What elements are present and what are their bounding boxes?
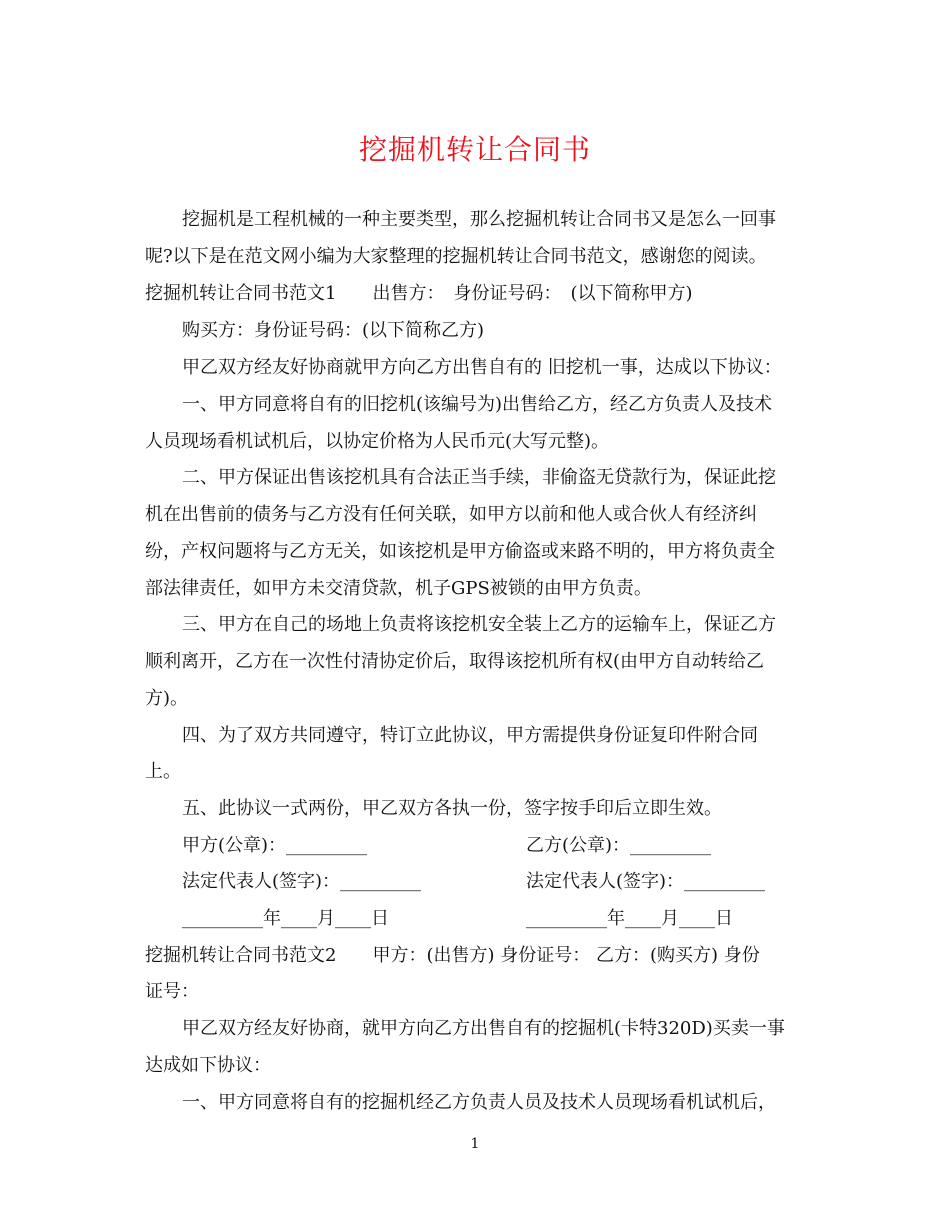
paragraph-line: 达成如下协议：: [145, 1055, 271, 1076]
paragraph-line: 部法律责任，如甲方未交清贷款，机子GPS被锁的由甲方负责。: [145, 578, 652, 599]
page-number: 1: [470, 1136, 480, 1152]
paragraph-line: 纷，产权问题将与乙方无关，如该挖机是甲方偷盗或来路不明的，甲方将负责全: [145, 541, 775, 562]
paragraph-line: 挖掘机转让合同书范文2 甲方：(出售方) 身份证号： 乙方：(购买方) 身份: [145, 945, 760, 966]
party-b-seal: 乙方(公章)：_________: [526, 835, 712, 856]
paragraph-line: 顺利离开，乙方在一次性付清协定价后，取得该挖机所有权(由甲方自动转给乙: [145, 651, 765, 672]
paragraph-line: 机在出售前的债务与乙方没有任何关联，如甲方以前和他人或合伙人有经济纠: [145, 504, 757, 525]
paragraph-line: 挖掘机是工程机械的一种主要类型，那么挖掘机转让合同书又是怎么一回事: [182, 209, 776, 230]
paragraph-line: 人员现场看机试机后，以协定价格为人民币元(大写元整)。: [145, 431, 610, 452]
paragraph-line: 甲乙双方经友好协商，就甲方向乙方出售自有的挖掘机(卡特320D)买卖一事: [182, 1018, 785, 1039]
paragraph-line: 一、甲方同意将自有的挖掘机经乙方负责人员及技术人员现场看机试机后，: [182, 1092, 776, 1113]
paragraph-line: 四、为了双方共同遵守，特订立此协议，甲方需提供身份证复印件附合同: [182, 725, 758, 746]
paragraph-line: 购买方：身份证号码：(以下简称乙方): [182, 320, 485, 341]
party-a-seal: 甲方(公章)：_________: [182, 835, 368, 856]
date-line-a: _________年____月____日: [182, 908, 389, 929]
paragraph-line: 二、甲方保证出售该挖机具有合法正当手续，非偷盗无贷款行为，保证此挖: [182, 467, 776, 488]
document-title: 挖掘机转让合同书: [358, 133, 591, 166]
paragraph-line: 五、此协议一式两份，甲乙双方各执一份，签字按手印后立即生效。: [182, 798, 722, 819]
paragraph-line: 一、甲方同意将自有的旧挖机(该编号为)出售给乙方，经乙方负责人及技术: [182, 394, 773, 415]
party-a-representative: 法定代表人(签字)：_________: [182, 871, 422, 892]
paragraph-line: 三、甲方在自己的场地上负责将该挖机安全装上乙方的运输车上，保证乙方: [182, 614, 776, 635]
paragraph-line: 证号：: [145, 981, 199, 1002]
paragraph-line: 呢?以下是在范文网小编为大家整理的挖掘机转让合同书范文，感谢您的阅读。: [145, 246, 767, 267]
paragraph-line: 方)。: [145, 688, 189, 709]
paragraph-line: 挖掘机转让合同书范文1 出售方： 身份证号码： (以下简称甲方): [145, 283, 693, 304]
paragraph-line: 甲乙双方经友好协商就甲方向乙方出售自有的 旧挖机一事，达成以下协议：: [182, 357, 782, 378]
date-line-b: _________年____月____日: [526, 908, 733, 929]
paragraph-line: 上。: [145, 761, 181, 782]
party-b-representative: 法定代表人(签字)：_________: [526, 871, 766, 892]
